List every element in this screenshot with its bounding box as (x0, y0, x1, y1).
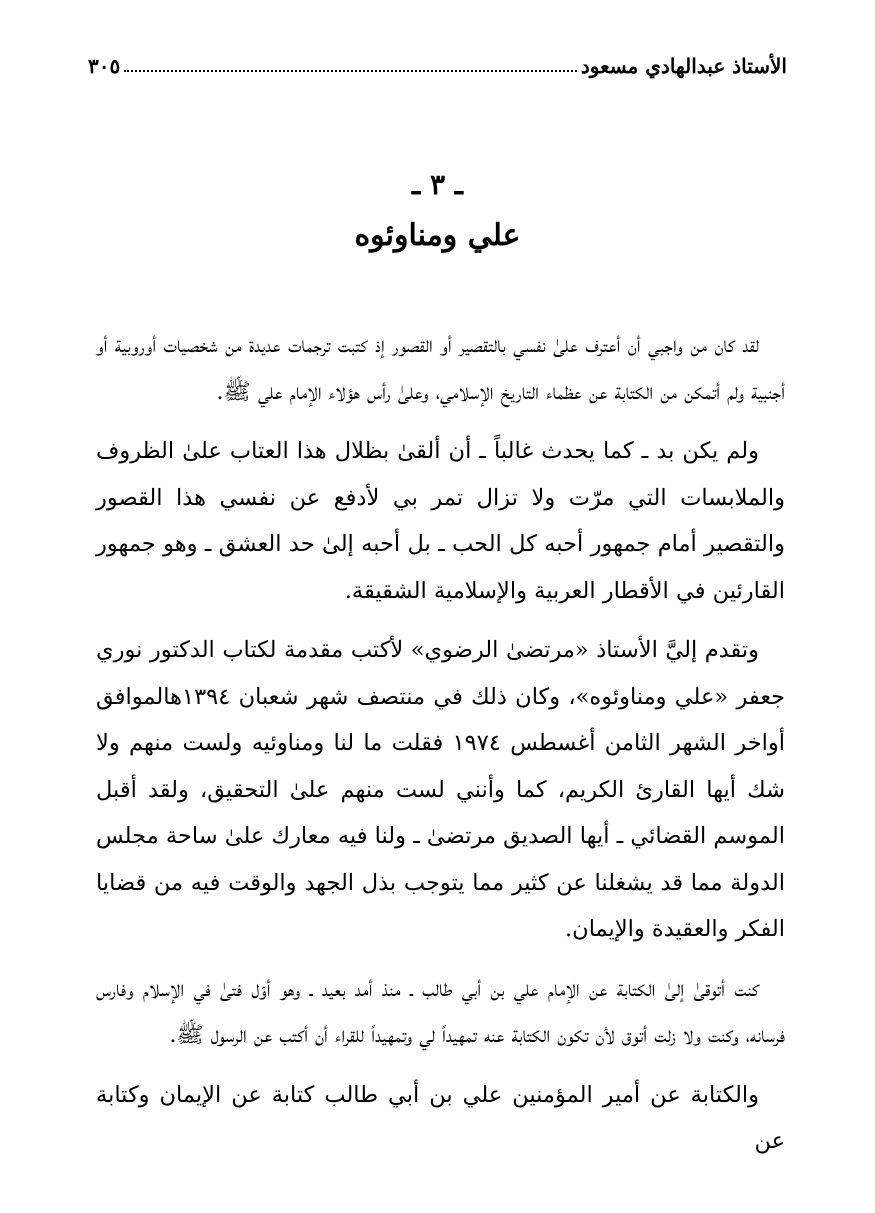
paragraph: كنت أتوقىٰ إلىٰ الكتابة عن الإمام علي بن أبي طالب ـ منذ أمد بعيد ـ وهو أوّل فتىٰ في الإسلام وفارس فرسانه، وكنت ولا زلت أتوق لأن تكون الكتابة عنه تمهيداً لي وتمهيداً للقراء أن أكتب عن الرسول ﷺ. (96, 975, 785, 1048)
chapter-number: ـ ٣ ـ (412, 168, 463, 201)
running-header-author: الأستاذ عبدالهادي مسعود (580, 54, 787, 78)
dotted-leader (124, 69, 577, 72)
page-number: ٣٠٥ (88, 54, 121, 78)
paragraph: والكتابة عن أمير المؤمنين علي بن أبي طالب كتابة عن الإيمان وكتابة عن (96, 1081, 785, 1154)
paragraph: ولم يكن بد ـ كما يحدث غالباً ـ أن ألقىٰ بظلال هذا العتاب علىٰ الظروف والملابسات التي مرّت ولا تزال تمر بي لأدفع عن نفسي هذا القصور والتقصير أمام جمهور أحبه كل الحب ـ بل أحبه إلىٰ حد العشق ـ وهو جمهور القارئين في الأقطار العربية والإسلامية الشقيقة. (96, 438, 785, 604)
paragraph: لقد كان من واجبي أن أعترف علىٰ نفسي بالتقصير أو القصور إذ كتبت ترجمات عديدة من شخصيات أوروبية أو أجنبية ولم أتمكن من الكتابة عن عظماء التاريخ الإسلامي، وعلىٰ رأس هؤلاء الإمام علي ﷺ. (96, 332, 785, 405)
paragraph: وتقدم إليَّ الأستاذ «مرتضىٰ الرضوي» لأكتب مقدمة لكتاب الدكتور نوري جعفر «علي ومناوئوه»، وكان ذلك في منتصف شهر شعبان ١٣٩٤هالموافق أواخر الشهر الثامن أغسطس ١٩٧٤ فقلت ما لنا ومناوئيه ولست منهم ولا شك أيها القارئ الكريم، كما وأنني لست منهم علىٰ التحقيق، ولقد أقبل الموسم القضائي ـ أيها الصديق مرتضىٰ ـ ولنا فيه معارك علىٰ ساحة مجلس الدولة مما قد يشغلنا عن كثير مما يتوجب بذل الجهد والوقت فيه من قضايا الفكر والعقيدة والإيمان. (96, 637, 786, 942)
running-header (88, 44, 787, 78)
body-text (96, 322, 785, 1178)
chapter-title: علي ومناوئوه (354, 218, 521, 253)
